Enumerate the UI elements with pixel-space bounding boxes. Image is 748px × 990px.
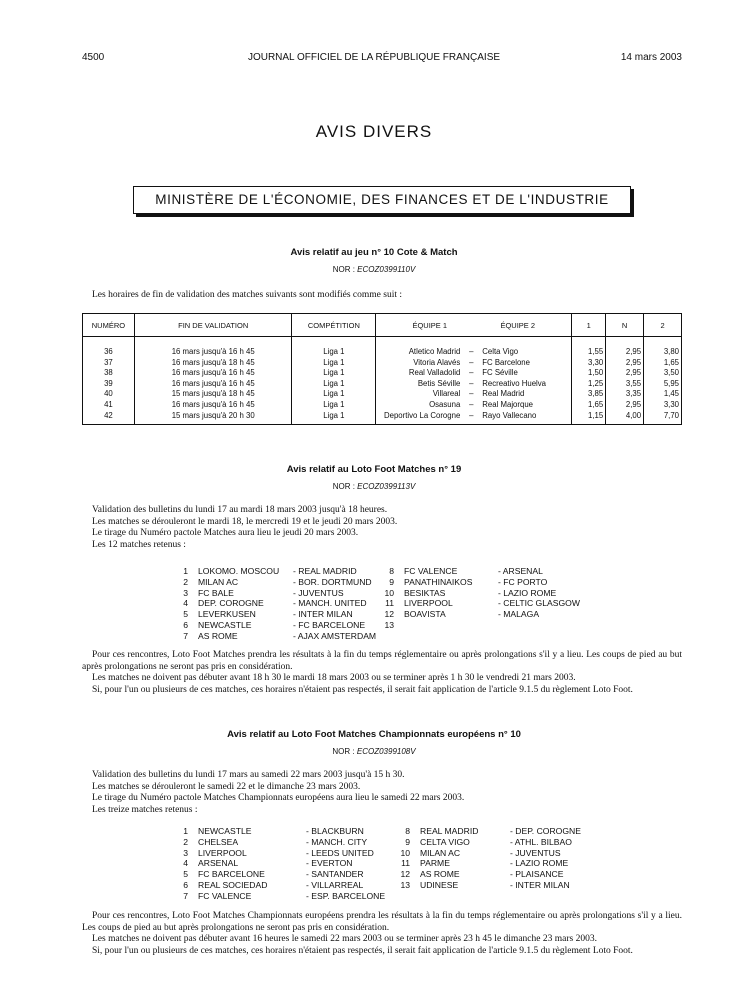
avis1-title: Avis relatif au jeu n° 10 Cote & Match [290,247,458,258]
match-row [180,869,600,880]
match-number: 12 [384,609,394,620]
avis2-p2: Les matches ne doivent pas débuter avant 18 h 30 le mardi 18 mars 2003 ou se terminer après 1 h 30 le vendredi 21 mars 2003. [92,673,576,683]
col-equipe2: ÉQUIPE 2 [500,320,536,330]
away-team: - FC PORTO [498,576,548,587]
avis3-paragraphs [82,911,682,957]
table-row [83,411,682,425]
match-number: 9 [389,576,394,587]
nor-label: NOR : [332,482,355,491]
cell-1: 1,65 [572,400,606,411]
cell-equipes [376,368,572,379]
match-number: 5 [183,869,188,880]
cell-competition: Liga 1 [292,400,376,411]
cell-1: 3,30 [572,358,606,369]
cell-equipes [376,389,572,400]
cell-fin: 16 mars jusqu'à 16 h 45 [134,347,292,358]
cell-fin: 15 mars jusqu'à 20 h 30 [134,411,292,425]
home-team: PANATHINAIKOS [404,576,473,587]
match-number: 3 [183,847,188,858]
away-team: - BLACKBURN [306,826,364,836]
match-number: 2 [183,576,188,587]
avis3-line: Validation des bulletins du lundi 17 mars au samedi 22 mars 2003 jusqu'à 15 h 30. [92,770,405,780]
ministry-box: MINISTÈRE DE L'ÉCONOMIE, DES FINANCES ET DE L'INDUSTRIE [133,186,631,214]
avis2-line: Le tirage du Numéro pactole Matches aura lieu le jeudi 20 mars 2003. [92,528,359,538]
table-spacer [83,337,682,348]
cell-numero: 37 [83,358,135,369]
col-competition: COMPÉTITION [292,314,376,337]
cell-numero: 41 [83,400,135,411]
col-fin: FIN DE VALIDATION [134,314,292,337]
match-number: 11 [401,858,410,869]
away-team: - VILLARREAL [306,879,364,890]
avis3-lines [92,770,464,816]
cell-equipe1: Villareal [432,389,461,399]
match-number: 13 [400,879,410,890]
match-row [180,837,600,848]
home-team: CHELSEA [198,836,239,847]
home-team: REAL MADRID [420,826,479,836]
away-team: - MANCH. UNITED [293,598,367,609]
cell-2: 5,95 [644,379,682,390]
cell-equipe1: Osasuna [429,399,461,409]
match-row [180,577,600,588]
cell-equipes [376,347,572,358]
match-number: 1 [183,826,188,836]
table-header [83,314,682,337]
away-team: - EVERTON [306,858,353,869]
avis1-nor [0,265,748,274]
avis2-lines [92,505,397,551]
cell-n: 2,95 [606,368,644,379]
cell-competition: Liga 1 [292,379,376,390]
issue-date: 14 mars 2003 [620,52,682,63]
away-team: - ARSENAL [498,566,543,576]
cell-fin: 15 mars jusqu'à 18 h 45 [134,389,292,400]
home-team: NEWCASTLE [198,619,252,630]
col-equipe1: ÉQUIPE 1 [412,320,448,330]
cell-sep: – [469,357,474,367]
cell-1: 3,85 [572,389,606,400]
spacer-cell [134,337,292,348]
home-team: AS ROME [198,630,238,641]
spacer-cell [292,337,376,348]
match-row [180,609,600,620]
col-numero: NUMÉRO [83,314,135,337]
away-team: - JUVENTUS [293,587,344,598]
cell-equipes [376,411,572,425]
cell-n: 3,55 [606,379,644,390]
away-team: - ESP. BARCELONE [306,890,386,901]
home-team: AS ROME [420,869,460,880]
away-team: - ATHL. BILBAO [510,836,572,847]
home-team: CELTA VIGO [420,836,470,847]
cell-1: 1,55 [572,347,606,358]
cell-equipe2: Rayo Vallecano [482,410,537,420]
away-team: - SANTANDER [306,869,364,880]
cell-competition: Liga 1 [292,347,376,358]
avis2-paragraphs [82,650,682,696]
col-1: 1 [572,314,606,337]
away-team: - DEP. COROGNE [510,826,581,836]
home-team: MILAN AC [420,847,461,858]
cell-equipe2: FC Séville [482,368,518,378]
away-team: - JUVENTUS [510,847,561,858]
home-team: FC BALE [198,587,234,598]
avis2-p1: Pour ces rencontres, Loto Foot Matches prendra les résultats à la fin du temps réglementaire ou après prolongations s'il y a lieu. Les coups de pied au but après prolongations ne seront pas pris en considération. [82,650,682,672]
home-team: ARSENAL [198,858,239,869]
match-row [180,566,600,577]
match-row [180,891,600,902]
avis2-line: Les matches se dérouleront le mardi 18, le mercredi 19 et le jeudi 20 mars 2003. [92,516,398,527]
col-equipes [376,314,572,337]
nor-label: NOR : [332,265,355,274]
home-team: FC VALENCE [404,566,458,576]
match-number: 7 [183,630,188,641]
match-number: 4 [183,598,188,609]
home-team: LOKOMO. MOSCOU [198,566,280,576]
cell-sep: – [469,378,474,388]
cell-fin: 16 mars jusqu'à 16 h 45 [134,368,292,379]
cell-equipe2: FC Barcelone [482,357,530,367]
cell-n: 2,95 [606,400,644,411]
home-team: BOAVISTA [404,609,446,620]
match-number: 10 [400,847,410,858]
away-team: - BOR. DORTMUND [293,576,372,587]
away-team: - CELTIC GLASGOW [498,598,580,609]
match-number: 13 [384,619,394,630]
cell-numero: 40 [83,389,135,400]
cell-n: 2,95 [606,358,644,369]
nor-code: ECOZ0399113V [357,482,416,491]
match-row [180,631,600,642]
cell-equipe2: Real Majorque [482,399,534,409]
avis3-line: Les matches se dérouleront le samedi 22 et le dimanche 23 mars 2003. [92,781,361,792]
cell-fin: 16 mars jusqu'à 16 h 45 [134,379,292,390]
spacer-cell [376,337,572,348]
avis3-line: Les treize matches retenus : [92,804,198,815]
avis3-p3: Si, pour l'un ou plusieurs de ces matches, ces horaires n'étaient pas respectés, il serait fait application de l'article 9.1.5 du règlement Loto Foot. [92,945,633,956]
away-team: - LAZIO ROME [498,587,557,598]
match-number: 2 [183,836,188,847]
cell-numero: 39 [83,379,135,390]
away-team: - INTER MILAN [293,609,353,620]
nor-label: NOR : [332,747,355,756]
home-team: BESIKTAS [404,587,446,598]
spacer-cell [606,337,644,348]
cell-competition: Liga 1 [292,368,376,379]
match-number: 10 [384,587,394,598]
match-row [180,620,600,631]
cell-1: 1,25 [572,379,606,390]
cell-sep: – [469,399,474,409]
avis3-title: Avis relatif au Loto Foot Matches Championnats européens n° 10 [227,729,521,740]
match-number: 4 [183,858,188,869]
matches-table [82,313,682,425]
cell-sep: – [469,347,474,356]
avis2-p3: Si, pour l'un ou plusieurs de ces matches, ces horaires n'étaient pas respectés, il serait fait application de l'article 9.1.5 du règlement Loto Foot. [92,684,633,695]
cell-numero: 42 [83,411,135,425]
table-row [83,347,682,358]
away-team: - LEEDS UNITED [306,847,374,858]
cell-fin: 16 mars jusqu'à 18 h 45 [134,358,292,369]
table-row [83,379,682,390]
match-row [180,598,600,609]
avis3-nor [0,747,748,756]
away-team: - LAZIO ROME [510,858,569,869]
spacer-cell [83,337,135,348]
cell-equipe1: Vitoria Alavés [413,357,461,367]
cell-equipes [376,379,572,390]
avis2-nor [0,482,748,491]
home-team: FC BARCELONE [198,869,265,880]
table-row [83,389,682,400]
cell-equipes [376,400,572,411]
cell-n: 2,95 [606,347,644,358]
away-team: - FC BARCELONE [293,619,366,630]
avis2-line: Les 12 matches retenus : [92,539,186,550]
away-team: - REAL MADRID [293,566,357,576]
match-number: 12 [400,869,410,880]
table-row [83,400,682,411]
journal-title: JOURNAL OFFICIEL DE LA RÉPUBLIQUE FRANÇAISE [247,52,501,63]
home-team: MILAN AC [198,576,239,587]
match-row [180,880,600,891]
home-team: FC VALENCE [198,890,252,901]
home-team: DEP. COROGNE [198,598,264,609]
cell-2: 3,30 [644,400,682,411]
cell-2: 1,65 [644,358,682,369]
cell-competition: Liga 1 [292,358,376,369]
avis3-line: Le tirage du Numéro pactole Matches Championnats européens aura lieu le samedi 22 mars 2003. [92,793,465,803]
table-row [83,358,682,369]
spacer-cell [644,337,682,348]
cell-1: 1,15 [572,411,606,425]
cell-n: 4,00 [606,411,644,425]
cell-equipe1: Real Valladolid [408,368,461,378]
match-row [180,858,600,869]
spacer-cell [572,337,606,348]
avis3-p2: Les matches ne doivent pas débuter avant 16 heures le samedi 22 mars 2003 ou se terminer après 23 h 45 le dimanche 23 mars 2003. [92,934,597,944]
page-number: 4500 [82,52,105,63]
col-n: N [606,314,644,337]
home-team: LIVERPOOL [198,847,247,858]
match-row [180,826,600,837]
avis1-intro: Les horaires de fin de validation des matches suivants sont modifiés comme suit : [92,290,403,300]
cell-2: 1,45 [644,389,682,400]
cell-sep: – [469,389,474,399]
cell-equipe2: Recreativo Huelva [482,378,547,388]
cell-numero: 36 [83,347,135,358]
cell-2: 3,80 [644,347,682,358]
cell-equipe1: Deportivo La Corogne [384,410,461,420]
match-number: 6 [183,619,188,630]
cell-equipe2: Celta Vigo [482,347,519,356]
home-team: PARME [420,858,450,869]
avis2-line: Validation des bulletins du lundi 17 au mardi 18 mars 2003 jusqu'à 18 heures. [92,505,388,515]
cell-2: 3,50 [644,368,682,379]
cell-competition: Liga 1 [292,389,376,400]
table-row [83,368,682,379]
home-team: LEVERKUSEN [198,609,256,620]
match-number: 1 [183,566,188,576]
cell-n: 3,35 [606,389,644,400]
nor-code: ECOZ0399110V [357,265,416,274]
cell-fin: 16 mars jusqu'à 16 h 45 [134,400,292,411]
home-team: NEWCASTLE [198,826,252,836]
cell-equipe1: Betis Séville [417,378,461,388]
cell-numero: 38 [83,368,135,379]
avis3-p1: Pour ces rencontres, Loto Foot Matches Championnats européens prendra les résultats à la fin du temps réglementaire ou après prolongations s'il y a lieu. Les coups de pied au but après prolongations ne seront pas pris en considération. [82,911,682,933]
match-number: 8 [405,826,410,836]
nor-code: ECOZ0399108V [356,747,416,756]
match-number: 11 [385,598,394,609]
cell-competition: Liga 1 [292,411,376,425]
match-number: 8 [389,566,394,576]
cell-equipe2: Real Madrid [482,389,525,399]
cell-sep: – [469,410,474,420]
home-team: REAL SOCIEDAD [198,879,268,890]
avis2-title: Avis relatif au Loto Foot Matches n° 19 [286,464,462,475]
match-row [180,588,600,599]
away-team: - PLAISANCE [510,869,564,880]
home-team: LIVERPOOL [404,598,453,609]
match-number: 9 [405,836,410,847]
away-team: - MALAGA [498,609,540,620]
away-team: - MANCH. CITY [306,836,368,847]
cell-2: 7,70 [644,411,682,425]
cell-equipe1: Atletico Madrid [408,347,461,356]
cell-equipes [376,358,572,369]
avis3-match-grid [180,826,600,902]
match-number: 3 [183,587,188,598]
cell-sep: – [469,368,474,378]
away-team: - AJAX AMSTERDAM [293,630,377,641]
section-title: AVIS DIVERS [315,122,433,141]
away-team: - INTER MILAN [510,879,570,890]
col-2: 2 [644,314,682,337]
match-row [180,848,600,859]
match-number: 5 [183,609,188,620]
match-number: 6 [183,879,188,890]
home-team: UDINESE [420,879,459,890]
cell-1: 1,50 [572,368,606,379]
avis2-match-grid [180,566,600,642]
match-number: 7 [183,890,188,901]
